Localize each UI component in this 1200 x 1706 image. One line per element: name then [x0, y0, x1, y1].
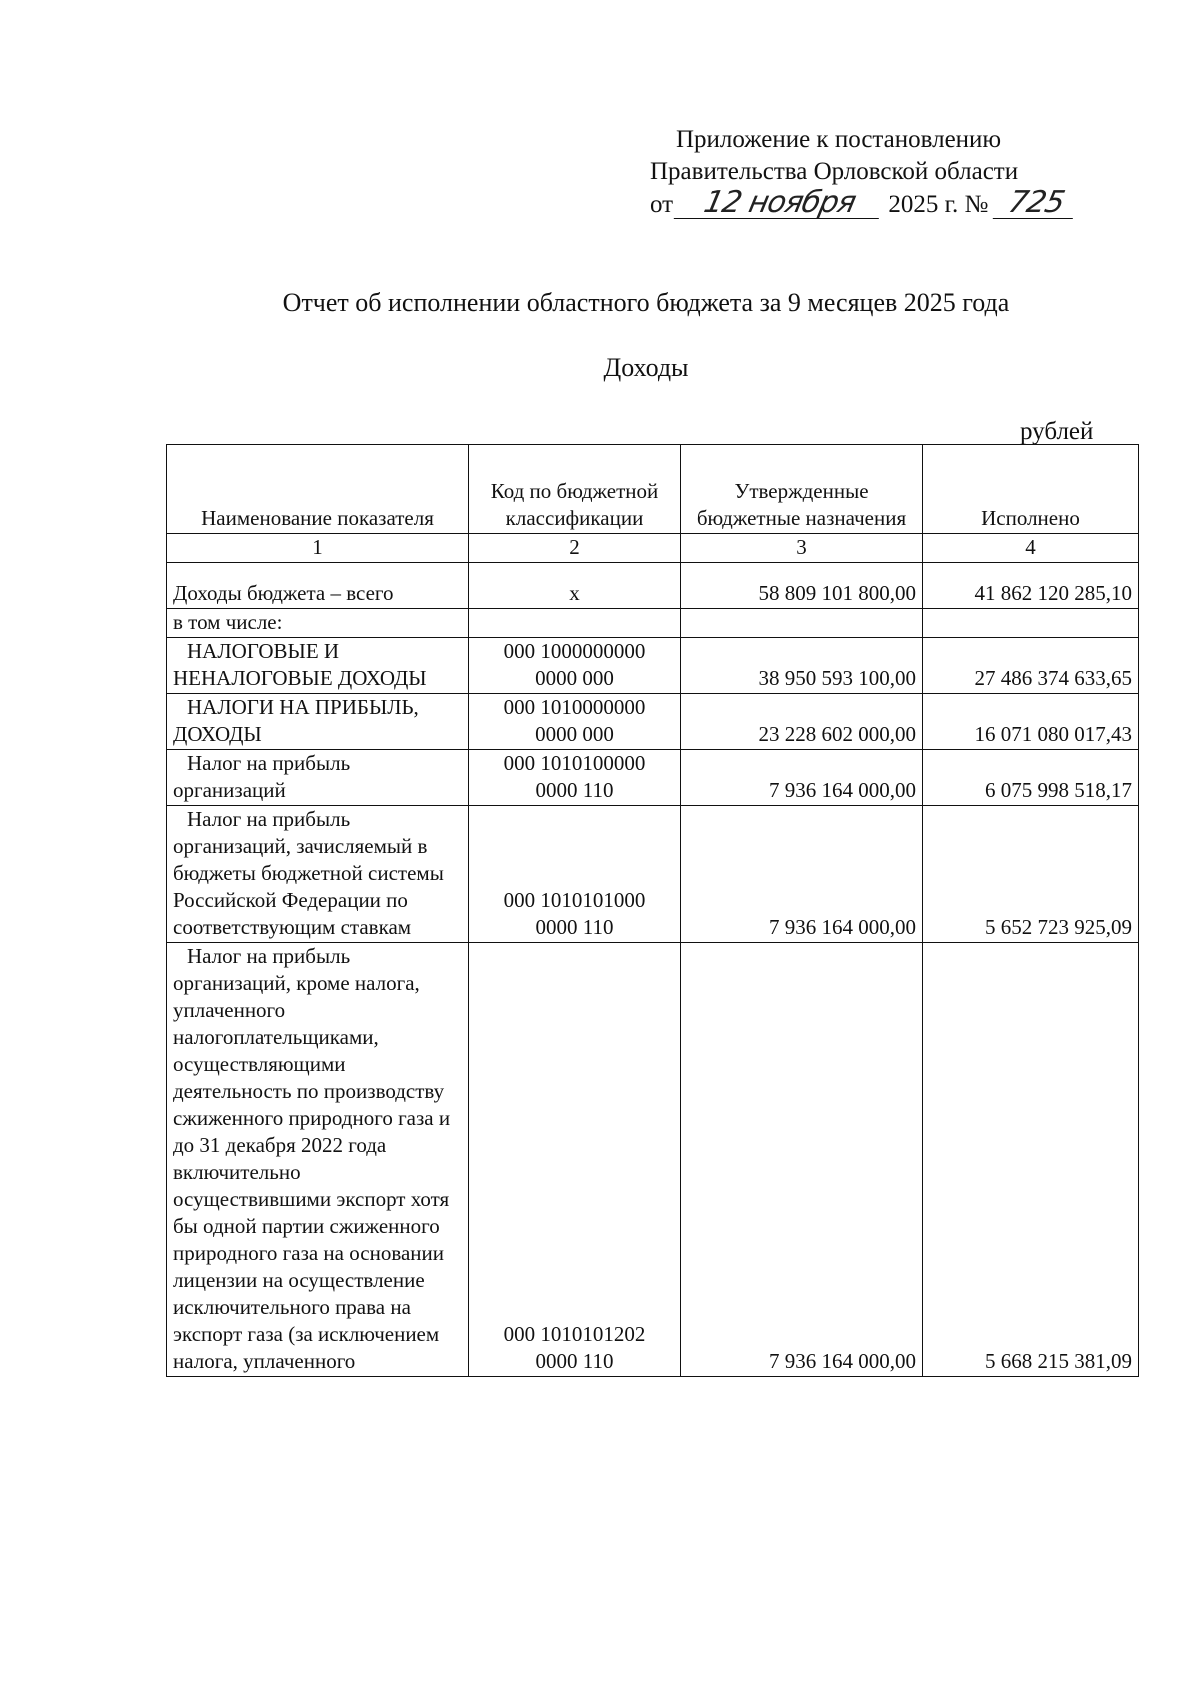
handwritten-number: 725: [993, 188, 1080, 219]
row-approved: 7 936 164 000,00: [681, 943, 923, 1377]
code-part: 000 1000000000: [503, 639, 646, 663]
column-number: 4: [923, 534, 1139, 563]
row-executed: [923, 609, 1139, 638]
code-part: 000 1010101000: [503, 888, 646, 912]
code-part: 000 1010101202: [503, 1322, 646, 1346]
table-row: [167, 563, 1139, 609]
row-code: [469, 694, 681, 750]
row-code: [469, 638, 681, 694]
column-number: 2: [469, 534, 681, 563]
approval-header: [650, 124, 1110, 228]
code-part: 0000 000: [535, 666, 614, 690]
row-executed: 6 075 998 518,17: [923, 750, 1139, 806]
code-part: x: [569, 581, 580, 605]
government-line: Правительства Орловской области: [650, 158, 1019, 185]
table-row: [167, 609, 1139, 638]
row-executed: 16 071 080 017,43: [923, 694, 1139, 750]
row-code: [469, 943, 681, 1377]
row-executed: 27 486 374 633,65: [923, 638, 1139, 694]
row-approved: [681, 609, 923, 638]
row-name: НАЛОГИ НА ПРИБЫЛЬ, ДОХОДЫ: [167, 694, 469, 750]
row-code: [469, 806, 681, 943]
table-row: [167, 943, 1139, 1377]
income-table: [166, 444, 1139, 1377]
report-title-text: Отчет об исполнении областного бюджета за 9 месяцев 2025 года: [282, 288, 1010, 317]
appendix-line: Приложение к постановлению: [676, 126, 1002, 153]
row-code: [469, 609, 681, 638]
row-approved: 7 936 164 000,00: [681, 806, 923, 943]
row-executed: 5 652 723 925,09: [923, 806, 1139, 943]
row-name: НАЛОГОВЫЕ И НЕНАЛОГОВЫЕ ДОХОДЫ: [167, 638, 469, 694]
table-row: [167, 806, 1139, 943]
row-code: [469, 750, 681, 806]
code-part: 0000 000: [535, 722, 614, 746]
code-part: 000 1010000000: [503, 695, 646, 719]
row-name: Налог на прибыль организаций, зачисляемый в бюджеты бюджетной системы Российской Федерации по соответствующим ставкам: [167, 806, 469, 943]
row-executed: 41 862 120 285,10: [923, 563, 1139, 609]
handwritten-date: 12 ноября: [674, 188, 886, 219]
column-number: 3: [681, 534, 923, 563]
table-row: [167, 750, 1139, 806]
row-approved: 58 809 101 800,00: [681, 563, 923, 609]
year-number-label: 2025 г. №: [888, 191, 989, 218]
table-header-row: [167, 445, 1139, 534]
row-name: Налог на прибыль организаций: [167, 750, 469, 806]
row-name: в том числе:: [167, 609, 469, 638]
header-name: Наименование показателя: [167, 445, 469, 534]
table-row: [167, 694, 1139, 750]
row-code: [469, 563, 681, 609]
code-part: 000 1010100000: [503, 751, 646, 775]
header-approved: Утвержденные бюджетные назначения: [681, 445, 923, 534]
table-row: [167, 638, 1139, 694]
code-part: 0000 110: [535, 778, 614, 802]
row-executed: 5 668 215 381,09: [923, 943, 1139, 1377]
header-code: Код по бюджетной классификации: [469, 445, 681, 534]
resolution-date-line: [650, 185, 1110, 228]
column-number-row: [167, 534, 1139, 563]
code-part: 0000 110: [535, 915, 614, 939]
row-name: Налог на прибыль организаций, кроме налога, уплаченного налогоплательщиками, осуществляющими деятельность по производству сжиженного природного газа и до 31 декабря 2022 года включительно осуществившими экспорт хотя бы одной партии сжиженного природного газа на основании лицензии на осуществление исключительного права на экспорт газа (за исключением налога, уплаченного: [167, 943, 469, 1377]
code-part: 0000 110: [535, 1349, 614, 1373]
header-executed: Исполнено: [923, 445, 1139, 534]
date-prefix: от: [650, 191, 674, 218]
column-number: 1: [167, 534, 469, 563]
units-label: рублей: [1020, 418, 1094, 445]
row-approved: 23 228 602 000,00: [681, 694, 923, 750]
section-title-text: Доходы: [603, 353, 689, 382]
row-approved: 38 950 593 100,00: [681, 638, 923, 694]
row-approved: 7 936 164 000,00: [681, 750, 923, 806]
row-name: Доходы бюджета – всего: [167, 563, 469, 609]
report-title: [0, 288, 1200, 318]
section-title: [0, 353, 1200, 383]
